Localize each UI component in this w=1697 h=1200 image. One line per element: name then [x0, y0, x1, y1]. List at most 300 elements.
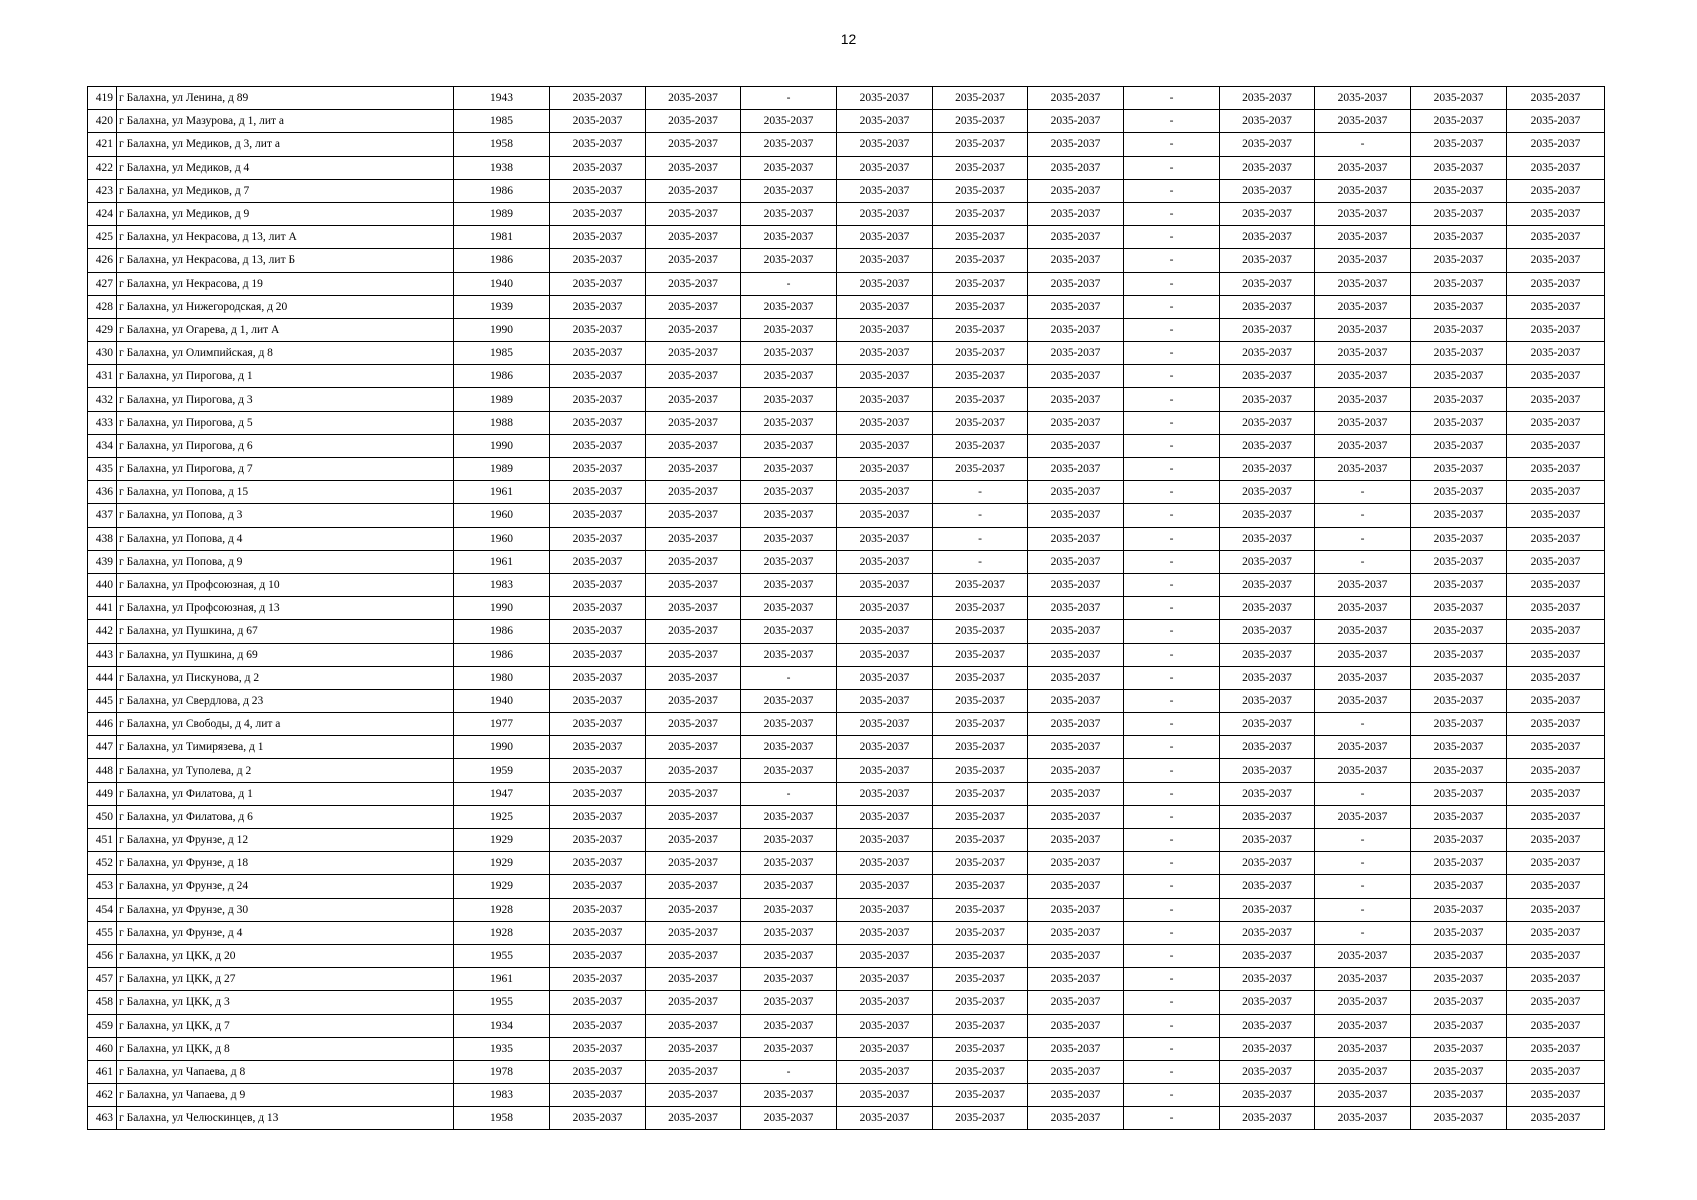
cell-period-9: 2035-2037: [1315, 620, 1411, 643]
cell-period-9: 2035-2037: [1315, 342, 1411, 365]
cell-period-4: 2035-2037: [837, 597, 933, 620]
cell-period-10: 2035-2037: [1411, 666, 1507, 689]
cell-period-2: 2035-2037: [646, 318, 741, 341]
cell-period-2: 2035-2037: [646, 991, 741, 1014]
cell-period-3: 2035-2037: [741, 133, 837, 156]
cell-address: г Балахна, ул ЦКК, д 27: [117, 968, 454, 991]
cell-period-7: -: [1124, 852, 1220, 875]
cell-period-7: -: [1124, 179, 1220, 202]
cell-row-number: 439: [88, 550, 117, 573]
cell-period-6: 2035-2037: [1028, 666, 1124, 689]
cell-period-2: 2035-2037: [646, 434, 741, 457]
cell-period-3: 2035-2037: [741, 388, 837, 411]
cell-address: г Балахна, ул Ленина, д 89: [117, 87, 454, 110]
cell-row-number: 424: [88, 202, 117, 225]
cell-period-4: 2035-2037: [837, 968, 933, 991]
cell-period-6: 2035-2037: [1028, 1037, 1124, 1060]
cell-period-6: 2035-2037: [1028, 411, 1124, 434]
cell-period-4: 2035-2037: [837, 689, 933, 712]
cell-period-11: 2035-2037: [1507, 829, 1605, 852]
cell-year-built: 1986: [454, 365, 550, 388]
cell-period-3: -: [741, 87, 837, 110]
cell-period-2: 2035-2037: [646, 829, 741, 852]
cell-period-7: -: [1124, 1060, 1220, 1083]
cell-period-10: 2035-2037: [1411, 829, 1507, 852]
cell-period-2: 2035-2037: [646, 458, 741, 481]
cell-period-6: 2035-2037: [1028, 550, 1124, 573]
cell-period-3: 2035-2037: [741, 713, 837, 736]
cell-period-8: 2035-2037: [1220, 365, 1315, 388]
cell-address: г Балахна, ул Профсоюзная, д 10: [117, 573, 454, 596]
cell-period-8: 2035-2037: [1220, 226, 1315, 249]
cell-period-3: 2035-2037: [741, 504, 837, 527]
cell-period-2: 2035-2037: [646, 689, 741, 712]
cell-year-built: 1985: [454, 342, 550, 365]
cell-row-number: 425: [88, 226, 117, 249]
cell-period-4: 2035-2037: [837, 620, 933, 643]
cell-period-11: 2035-2037: [1507, 318, 1605, 341]
cell-period-8: 2035-2037: [1220, 968, 1315, 991]
cell-period-7: -: [1124, 388, 1220, 411]
cell-period-1: 2035-2037: [550, 133, 646, 156]
cell-row-number: 448: [88, 759, 117, 782]
cell-period-6: 2035-2037: [1028, 388, 1124, 411]
cell-period-3: 2035-2037: [741, 759, 837, 782]
cell-address: г Балахна, ул Медиков, д 4: [117, 156, 454, 179]
cell-period-7: -: [1124, 411, 1220, 434]
table-row: [88, 573, 1605, 596]
cell-year-built: 1960: [454, 504, 550, 527]
cell-year-built: 1938: [454, 156, 550, 179]
table-row: [88, 852, 1605, 875]
cell-period-3: 2035-2037: [741, 689, 837, 712]
cell-period-2: 2035-2037: [646, 504, 741, 527]
cell-row-number: 449: [88, 782, 117, 805]
cell-period-11: 2035-2037: [1507, 411, 1605, 434]
cell-period-6: 2035-2037: [1028, 620, 1124, 643]
cell-period-3: 2035-2037: [741, 342, 837, 365]
cell-period-8: 2035-2037: [1220, 713, 1315, 736]
cell-year-built: 1929: [454, 875, 550, 898]
cell-period-10: 2035-2037: [1411, 458, 1507, 481]
cell-period-11: 2035-2037: [1507, 342, 1605, 365]
cell-period-5: 2035-2037: [933, 991, 1028, 1014]
cell-period-9: 2035-2037: [1315, 434, 1411, 457]
cell-period-3: 2035-2037: [741, 550, 837, 573]
cell-row-number: 421: [88, 133, 117, 156]
cell-period-5: 2035-2037: [933, 713, 1028, 736]
cell-period-7: -: [1124, 805, 1220, 828]
table-row: [88, 875, 1605, 898]
cell-period-10: 2035-2037: [1411, 852, 1507, 875]
cell-period-9: -: [1315, 527, 1411, 550]
cell-period-4: 2035-2037: [837, 504, 933, 527]
table-row: [88, 342, 1605, 365]
cell-period-7: -: [1124, 434, 1220, 457]
cell-period-9: 2035-2037: [1315, 365, 1411, 388]
cell-row-number: 447: [88, 736, 117, 759]
cell-period-10: 2035-2037: [1411, 156, 1507, 179]
cell-period-9: 2035-2037: [1315, 1037, 1411, 1060]
cell-period-11: 2035-2037: [1507, 458, 1605, 481]
cell-period-7: -: [1124, 782, 1220, 805]
cell-address: г Балахна, ул ЦКК, д 20: [117, 944, 454, 967]
cell-period-1: 2035-2037: [550, 411, 646, 434]
cell-period-8: 2035-2037: [1220, 1060, 1315, 1083]
cell-period-1: 2035-2037: [550, 249, 646, 272]
table-row: [88, 689, 1605, 712]
cell-year-built: 1986: [454, 249, 550, 272]
cell-period-1: 2035-2037: [550, 1107, 646, 1130]
cell-period-9: 2035-2037: [1315, 666, 1411, 689]
cell-period-11: 2035-2037: [1507, 620, 1605, 643]
cell-period-4: 2035-2037: [837, 202, 933, 225]
cell-period-1: 2035-2037: [550, 226, 646, 249]
table-row: [88, 226, 1605, 249]
cell-address: г Балахна, ул Попова, д 15: [117, 481, 454, 504]
cell-address: г Балахна, ул Туполева, д 2: [117, 759, 454, 782]
cell-period-3: 2035-2037: [741, 365, 837, 388]
cell-period-7: -: [1124, 620, 1220, 643]
cell-period-8: 2035-2037: [1220, 620, 1315, 643]
cell-period-4: 2035-2037: [837, 944, 933, 967]
cell-period-5: 2035-2037: [933, 249, 1028, 272]
cell-period-7: -: [1124, 365, 1220, 388]
cell-period-3: -: [741, 1060, 837, 1083]
cell-address: г Балахна, ул Челюскинцев, д 13: [117, 1107, 454, 1130]
cell-period-8: 2035-2037: [1220, 643, 1315, 666]
cell-period-10: 2035-2037: [1411, 689, 1507, 712]
cell-period-2: 2035-2037: [646, 875, 741, 898]
cell-address: г Балахна, ул Свердлова, д 23: [117, 689, 454, 712]
cell-period-5: 2035-2037: [933, 318, 1028, 341]
cell-period-6: 2035-2037: [1028, 179, 1124, 202]
cell-period-8: 2035-2037: [1220, 504, 1315, 527]
cell-period-10: 2035-2037: [1411, 968, 1507, 991]
cell-period-11: 2035-2037: [1507, 156, 1605, 179]
cell-row-number: 445: [88, 689, 117, 712]
cell-period-11: 2035-2037: [1507, 365, 1605, 388]
cell-row-number: 436: [88, 481, 117, 504]
cell-period-2: 2035-2037: [646, 202, 741, 225]
cell-year-built: 1961: [454, 481, 550, 504]
cell-period-10: 2035-2037: [1411, 434, 1507, 457]
cell-period-3: 2035-2037: [741, 249, 837, 272]
cell-period-2: 2035-2037: [646, 736, 741, 759]
cell-period-2: 2035-2037: [646, 133, 741, 156]
cell-period-11: 2035-2037: [1507, 689, 1605, 712]
cell-period-7: -: [1124, 1084, 1220, 1107]
cell-period-7: -: [1124, 202, 1220, 225]
cell-period-4: 2035-2037: [837, 110, 933, 133]
cell-period-2: 2035-2037: [646, 713, 741, 736]
cell-period-9: 2035-2037: [1315, 597, 1411, 620]
cell-row-number: 431: [88, 365, 117, 388]
cell-period-2: 2035-2037: [646, 805, 741, 828]
cell-period-10: 2035-2037: [1411, 133, 1507, 156]
cell-period-6: 2035-2037: [1028, 875, 1124, 898]
cell-period-2: 2035-2037: [646, 597, 741, 620]
cell-address: г Балахна, ул Чапаева, д 9: [117, 1084, 454, 1107]
cell-row-number: 454: [88, 898, 117, 921]
cell-period-8: 2035-2037: [1220, 179, 1315, 202]
cell-year-built: 1981: [454, 226, 550, 249]
cell-period-10: 2035-2037: [1411, 226, 1507, 249]
cell-period-5: 2035-2037: [933, 458, 1028, 481]
cell-period-6: 2035-2037: [1028, 944, 1124, 967]
cell-period-1: 2035-2037: [550, 1014, 646, 1037]
cell-period-5: 2035-2037: [933, 829, 1028, 852]
cell-period-1: 2035-2037: [550, 829, 646, 852]
cell-row-number: 427: [88, 272, 117, 295]
cell-period-8: 2035-2037: [1220, 782, 1315, 805]
cell-address: г Балахна, ул Попова, д 4: [117, 527, 454, 550]
cell-period-10: 2035-2037: [1411, 759, 1507, 782]
cell-period-3: 2035-2037: [741, 805, 837, 828]
cell-period-8: 2035-2037: [1220, 736, 1315, 759]
cell-period-8: 2035-2037: [1220, 156, 1315, 179]
cell-row-number: 438: [88, 527, 117, 550]
cell-period-2: 2035-2037: [646, 527, 741, 550]
cell-period-8: 2035-2037: [1220, 202, 1315, 225]
cell-period-5: -: [933, 481, 1028, 504]
cell-period-11: 2035-2037: [1507, 87, 1605, 110]
cell-period-5: 2035-2037: [933, 898, 1028, 921]
cell-period-8: 2035-2037: [1220, 944, 1315, 967]
cell-period-1: 2035-2037: [550, 597, 646, 620]
cell-period-6: 2035-2037: [1028, 805, 1124, 828]
cell-period-5: 2035-2037: [933, 689, 1028, 712]
cell-period-1: 2035-2037: [550, 1037, 646, 1060]
cell-year-built: 1983: [454, 573, 550, 596]
cell-period-9: -: [1315, 852, 1411, 875]
cell-period-5: 2035-2037: [933, 620, 1028, 643]
cell-period-4: 2035-2037: [837, 875, 933, 898]
cell-period-1: 2035-2037: [550, 202, 646, 225]
cell-period-2: 2035-2037: [646, 782, 741, 805]
cell-period-8: 2035-2037: [1220, 110, 1315, 133]
cell-period-4: 2035-2037: [837, 318, 933, 341]
cell-period-5: 2035-2037: [933, 365, 1028, 388]
cell-period-4: 2035-2037: [837, 388, 933, 411]
cell-year-built: 1978: [454, 1060, 550, 1083]
cell-period-9: 2035-2037: [1315, 736, 1411, 759]
cell-row-number: 460: [88, 1037, 117, 1060]
cell-period-7: -: [1124, 713, 1220, 736]
cell-year-built: 1943: [454, 87, 550, 110]
cell-row-number: 461: [88, 1060, 117, 1083]
cell-period-10: 2035-2037: [1411, 110, 1507, 133]
cell-period-3: 2035-2037: [741, 620, 837, 643]
cell-period-9: 2035-2037: [1315, 991, 1411, 1014]
cell-address: г Балахна, ул Фрунзе, д 18: [117, 852, 454, 875]
cell-address: г Балахна, ул Медиков, д 3, лит а: [117, 133, 454, 156]
cell-period-3: 2035-2037: [741, 597, 837, 620]
cell-period-11: 2035-2037: [1507, 1060, 1605, 1083]
cell-period-5: 2035-2037: [933, 202, 1028, 225]
cell-address: г Балахна, ул Пушкина, д 69: [117, 643, 454, 666]
cell-period-10: 2035-2037: [1411, 713, 1507, 736]
cell-period-5: 2035-2037: [933, 1084, 1028, 1107]
cell-address: г Балахна, ул Филатова, д 6: [117, 805, 454, 828]
cell-period-8: 2035-2037: [1220, 1037, 1315, 1060]
cell-period-9: -: [1315, 875, 1411, 898]
cell-period-3: 2035-2037: [741, 991, 837, 1014]
cell-period-5: 2035-2037: [933, 666, 1028, 689]
cell-period-9: 2035-2037: [1315, 318, 1411, 341]
cell-address: г Балахна, ул Фрунзе, д 12: [117, 829, 454, 852]
cell-period-1: 2035-2037: [550, 272, 646, 295]
cell-address: г Балахна, ул Пирогова, д 3: [117, 388, 454, 411]
cell-period-7: -: [1124, 1014, 1220, 1037]
table-row: [88, 365, 1605, 388]
cell-period-3: 2035-2037: [741, 156, 837, 179]
cell-period-9: 2035-2037: [1315, 968, 1411, 991]
cell-period-1: 2035-2037: [550, 87, 646, 110]
cell-period-3: 2035-2037: [741, 736, 837, 759]
cell-period-4: 2035-2037: [837, 759, 933, 782]
cell-period-9: -: [1315, 133, 1411, 156]
table-row: [88, 458, 1605, 481]
table-row: [88, 411, 1605, 434]
cell-period-7: -: [1124, 133, 1220, 156]
cell-year-built: 1940: [454, 272, 550, 295]
cell-period-9: -: [1315, 782, 1411, 805]
cell-period-4: 2035-2037: [837, 1060, 933, 1083]
cell-period-2: 2035-2037: [646, 481, 741, 504]
cell-year-built: 1960: [454, 527, 550, 550]
cell-period-1: 2035-2037: [550, 156, 646, 179]
cell-period-8: 2035-2037: [1220, 991, 1315, 1014]
cell-period-1: 2035-2037: [550, 318, 646, 341]
cell-address: г Балахна, ул Медиков, д 7: [117, 179, 454, 202]
cell-period-6: 2035-2037: [1028, 226, 1124, 249]
cell-period-11: 2035-2037: [1507, 759, 1605, 782]
cell-year-built: 1990: [454, 318, 550, 341]
cell-period-6: 2035-2037: [1028, 968, 1124, 991]
cell-period-11: 2035-2037: [1507, 875, 1605, 898]
cell-period-1: 2035-2037: [550, 713, 646, 736]
cell-period-5: 2035-2037: [933, 875, 1028, 898]
cell-period-11: 2035-2037: [1507, 179, 1605, 202]
cell-period-8: 2035-2037: [1220, 689, 1315, 712]
cell-period-9: 2035-2037: [1315, 179, 1411, 202]
cell-period-11: 2035-2037: [1507, 527, 1605, 550]
cell-period-11: 2035-2037: [1507, 944, 1605, 967]
table-row: [88, 968, 1605, 991]
cell-period-10: 2035-2037: [1411, 991, 1507, 1014]
cell-period-9: 2035-2037: [1315, 689, 1411, 712]
cell-period-9: -: [1315, 898, 1411, 921]
cell-year-built: 1925: [454, 805, 550, 828]
cell-year-built: 1961: [454, 550, 550, 573]
cell-period-9: 2035-2037: [1315, 226, 1411, 249]
cell-period-2: 2035-2037: [646, 226, 741, 249]
cell-period-4: 2035-2037: [837, 133, 933, 156]
cell-period-5: 2035-2037: [933, 968, 1028, 991]
cell-address: г Балахна, ул ЦКК, д 7: [117, 1014, 454, 1037]
cell-period-1: 2035-2037: [550, 1084, 646, 1107]
cell-period-8: 2035-2037: [1220, 921, 1315, 944]
cell-period-3: 2035-2037: [741, 318, 837, 341]
table-row: [88, 504, 1605, 527]
cell-period-11: 2035-2037: [1507, 991, 1605, 1014]
cell-year-built: 1940: [454, 689, 550, 712]
cell-year-built: 1929: [454, 829, 550, 852]
cell-year-built: 1934: [454, 1014, 550, 1037]
cell-period-5: 2035-2037: [933, 434, 1028, 457]
cell-period-3: 2035-2037: [741, 875, 837, 898]
cell-period-7: -: [1124, 736, 1220, 759]
cell-period-3: 2035-2037: [741, 179, 837, 202]
cell-period-6: 2035-2037: [1028, 202, 1124, 225]
cell-row-number: 458: [88, 991, 117, 1014]
cell-period-10: 2035-2037: [1411, 388, 1507, 411]
cell-period-4: 2035-2037: [837, 643, 933, 666]
cell-period-10: 2035-2037: [1411, 921, 1507, 944]
cell-address: г Балахна, ул Пирогова, д 7: [117, 458, 454, 481]
cell-period-4: 2035-2037: [837, 1037, 933, 1060]
cell-period-6: 2035-2037: [1028, 458, 1124, 481]
cell-period-9: 2035-2037: [1315, 202, 1411, 225]
cell-period-7: -: [1124, 87, 1220, 110]
table-row: [88, 481, 1605, 504]
cell-period-6: 2035-2037: [1028, 1107, 1124, 1130]
cell-period-2: 2035-2037: [646, 643, 741, 666]
cell-period-11: 2035-2037: [1507, 852, 1605, 875]
cell-period-8: 2035-2037: [1220, 388, 1315, 411]
cell-period-6: 2035-2037: [1028, 759, 1124, 782]
cell-year-built: 1986: [454, 179, 550, 202]
cell-period-7: -: [1124, 991, 1220, 1014]
cell-period-5: 2035-2037: [933, 272, 1028, 295]
cell-period-9: 2035-2037: [1315, 1014, 1411, 1037]
cell-period-5: 2035-2037: [933, 736, 1028, 759]
cell-year-built: 1986: [454, 643, 550, 666]
cell-period-5: 2035-2037: [933, 179, 1028, 202]
cell-period-2: 2035-2037: [646, 921, 741, 944]
cell-period-8: 2035-2037: [1220, 852, 1315, 875]
cell-address: г Балахна, ул Филатова, д 1: [117, 782, 454, 805]
cell-period-10: 2035-2037: [1411, 620, 1507, 643]
cell-period-4: 2035-2037: [837, 736, 933, 759]
cell-period-6: 2035-2037: [1028, 110, 1124, 133]
cell-period-9: 2035-2037: [1315, 295, 1411, 318]
cell-period-5: 2035-2037: [933, 782, 1028, 805]
cell-period-3: 2035-2037: [741, 481, 837, 504]
cell-period-6: 2035-2037: [1028, 365, 1124, 388]
cell-period-4: 2035-2037: [837, 1084, 933, 1107]
cell-period-3: 2035-2037: [741, 643, 837, 666]
cell-period-3: 2035-2037: [741, 202, 837, 225]
cell-period-11: 2035-2037: [1507, 921, 1605, 944]
cell-period-3: 2035-2037: [741, 968, 837, 991]
cell-period-11: 2035-2037: [1507, 272, 1605, 295]
cell-period-7: -: [1124, 944, 1220, 967]
cell-period-5: 2035-2037: [933, 1014, 1028, 1037]
cell-period-8: 2035-2037: [1220, 829, 1315, 852]
cell-address: г Балахна, ул ЦКК, д 3: [117, 991, 454, 1014]
cell-period-9: 2035-2037: [1315, 805, 1411, 828]
cell-year-built: 1989: [454, 388, 550, 411]
cell-year-built: 1961: [454, 968, 550, 991]
cell-period-4: 2035-2037: [837, 411, 933, 434]
cell-period-7: -: [1124, 318, 1220, 341]
cell-period-11: 2035-2037: [1507, 388, 1605, 411]
cell-period-9: 2035-2037: [1315, 1084, 1411, 1107]
cell-period-1: 2035-2037: [550, 875, 646, 898]
cell-period-10: 2035-2037: [1411, 643, 1507, 666]
